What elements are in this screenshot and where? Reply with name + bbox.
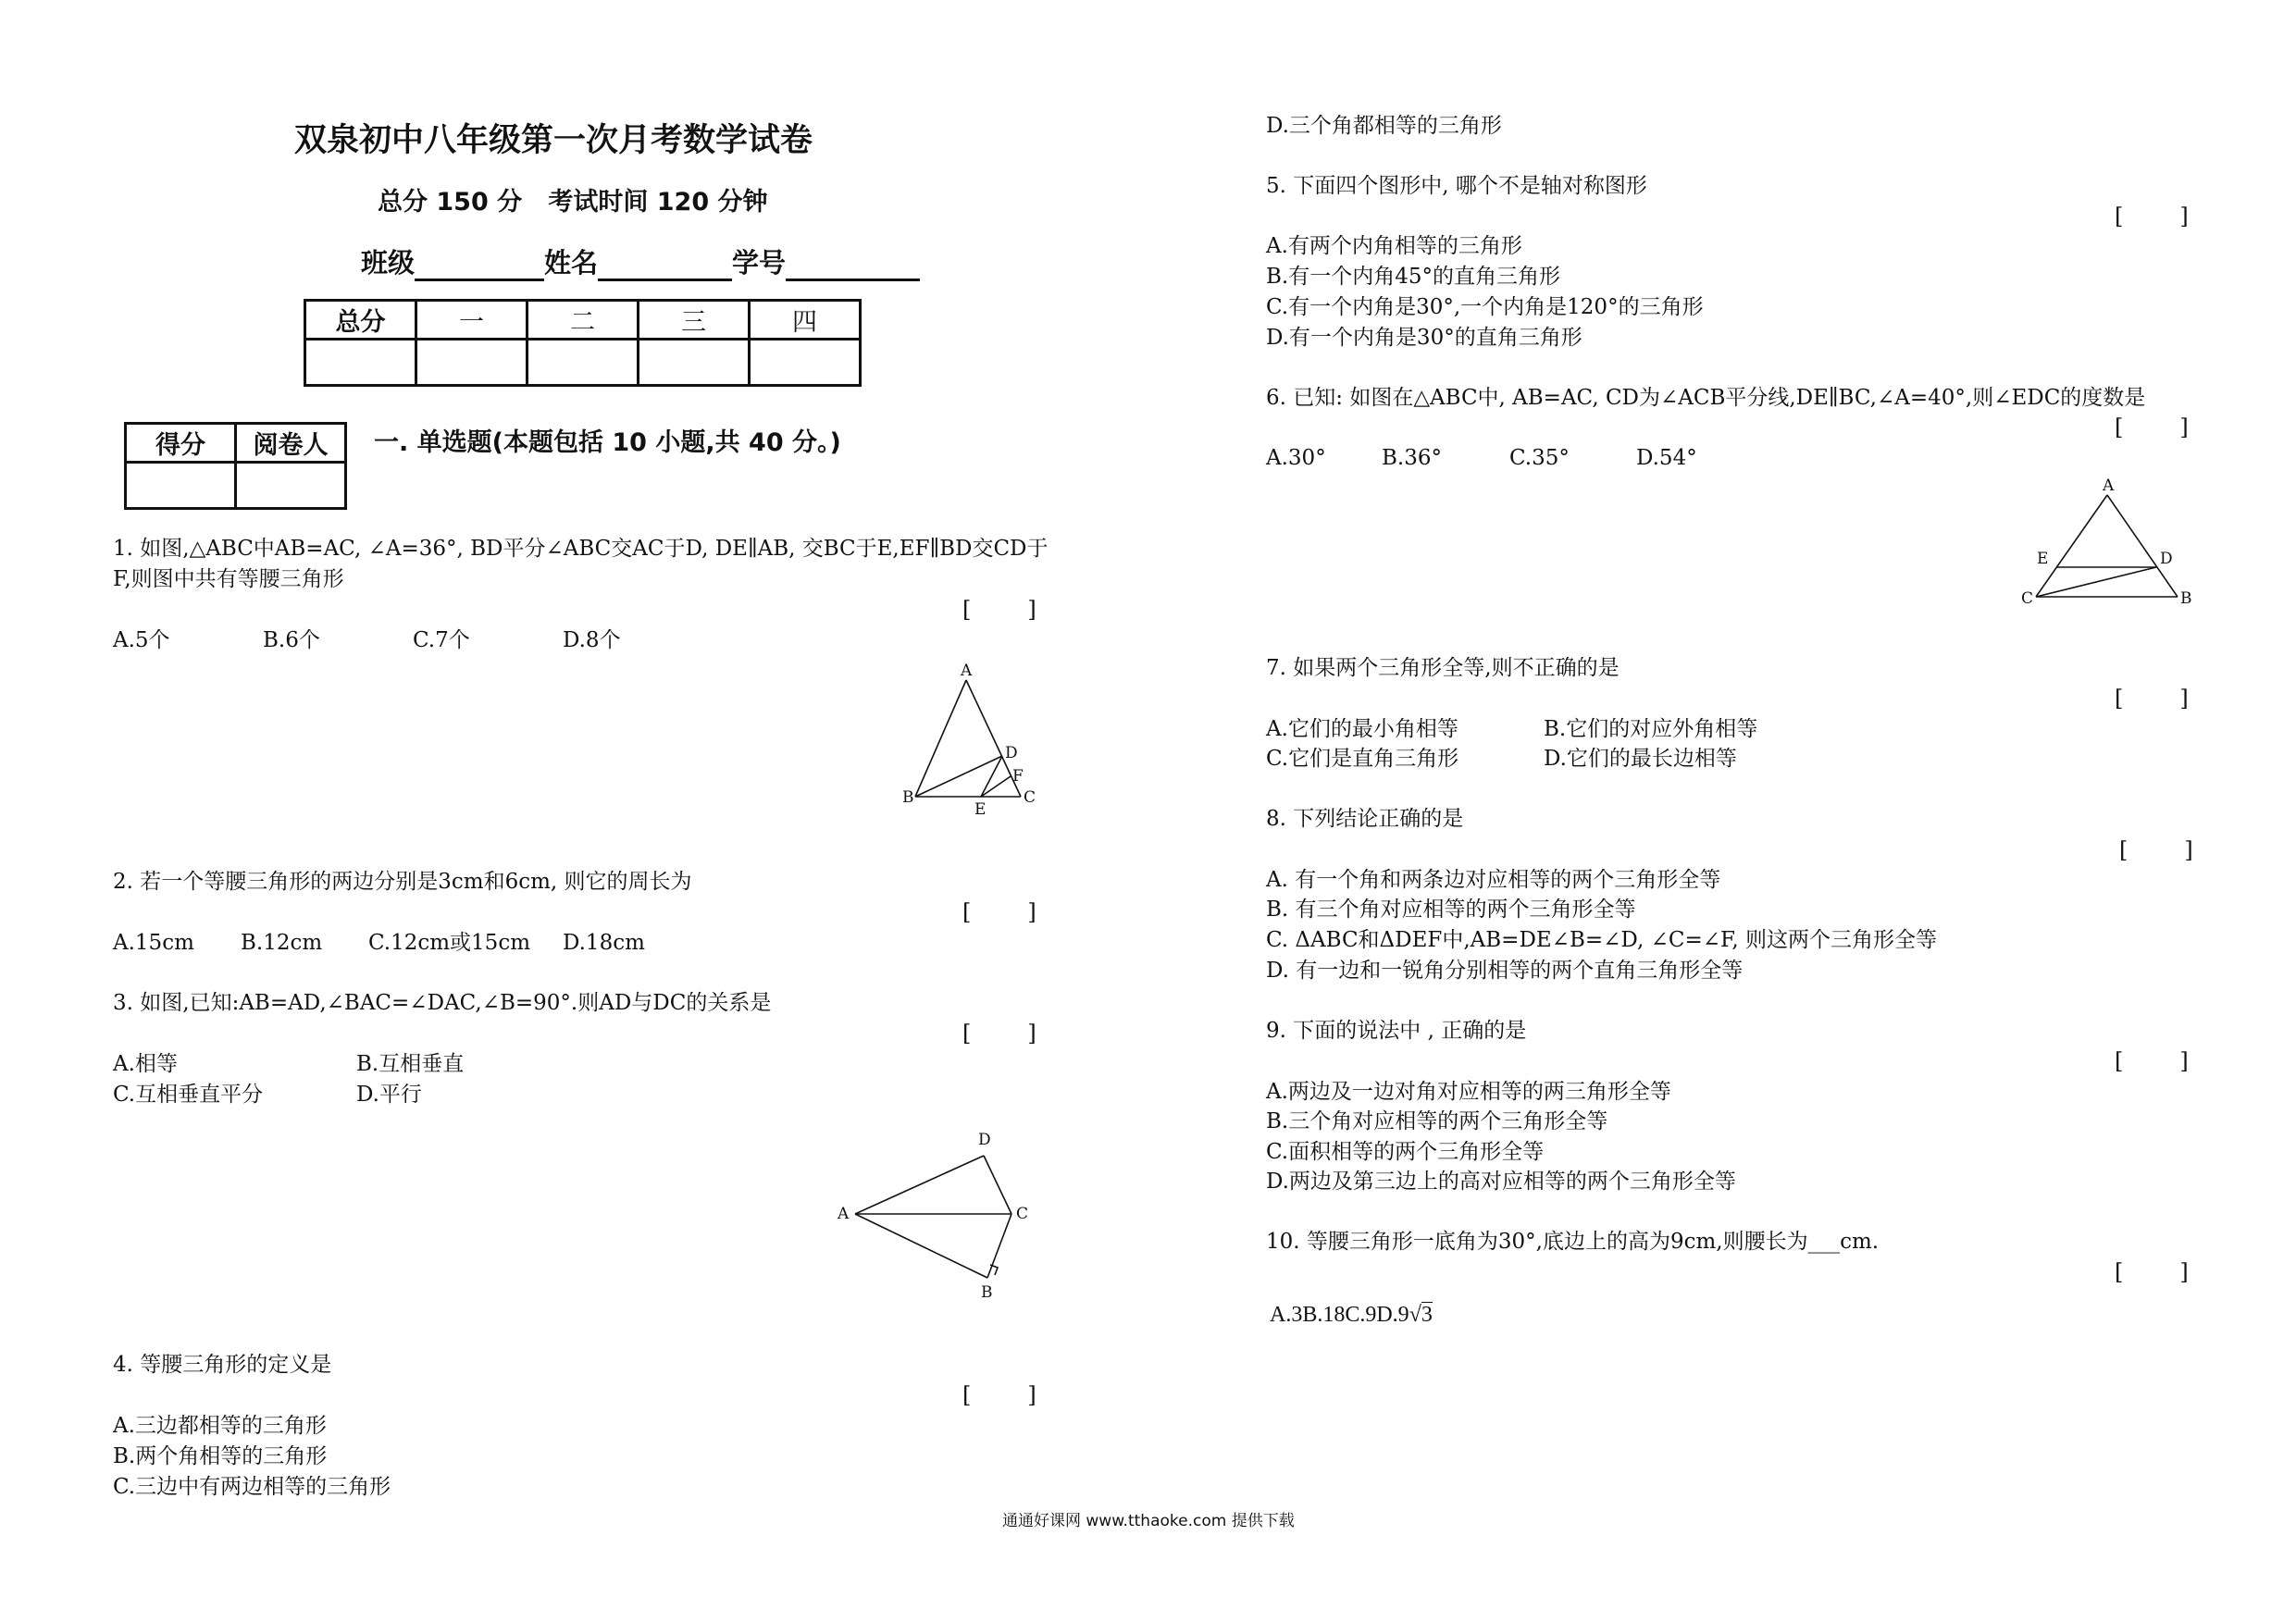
- q5-option-d: D.有一个内角是30°的直角三角形: [1266, 326, 1582, 350]
- q6-label-e: E: [2037, 550, 2049, 568]
- q8-option-c: C. ΔABC和ΔDEF中,AB=DE∠B=∠D, ∠C=∠F, 则这两个三角形全等: [1266, 928, 1938, 952]
- q7-stem: 7. 如果两个三角形全等,则不正确的是: [1266, 656, 1620, 680]
- q1-label-b: B: [902, 788, 914, 807]
- q8-option-a: A. 有一个角和两条边对应相等的两个三角形全等: [1266, 868, 1721, 892]
- q10-radical: 3: [1421, 1303, 1433, 1327]
- q6-option-d: D.54°: [1636, 446, 1697, 470]
- q6-stem: 6. 已知: 如图在△ABC中, AB=AC, CD为∠ACB平分线,DE∥BC,∠A=40°,则∠EDC的度数是: [1266, 386, 2146, 410]
- score-table: [304, 299, 862, 387]
- q6-figure: [2017, 477, 2193, 615]
- q4-option-d: D.三个角都相等的三角形: [1266, 114, 1502, 138]
- q7-option-a: A.它们的最小角相等: [1266, 717, 1458, 741]
- score-header-total: 总分: [305, 301, 416, 340]
- q5-answer-bracket[interactable]: [ ]: [2115, 204, 2189, 229]
- score-header-3: 三: [639, 301, 750, 340]
- class-field[interactable]: [415, 279, 544, 281]
- q6-option-b: B.36°: [1382, 446, 1442, 470]
- id-label: 学号: [732, 247, 787, 279]
- q3-option-b: B.互相垂直: [356, 1052, 465, 1076]
- q2-stem: 2. 若一个等腰三角形的两边分别是3cm和6cm, 则它的周长为: [113, 870, 692, 894]
- q1-label-e: E: [974, 800, 987, 819]
- score-header-2: 二: [527, 301, 639, 340]
- q1-label-d: D: [1005, 744, 1018, 762]
- q6-option-c: C.35°: [1509, 446, 1570, 470]
- score-cell-1[interactable]: [416, 340, 527, 386]
- name-field[interactable]: [598, 279, 732, 281]
- q2-option-c: C.12cm或15cm: [368, 931, 531, 955]
- q6-label-b: B: [2180, 589, 2192, 608]
- q8-option-d: D. 有一边和一锐角分别相等的两个直角三角形全等: [1266, 959, 1744, 983]
- q10-options: [1270, 1300, 1433, 1331]
- q8-option-b: B. 有三个角对应相等的两个三角形全等: [1266, 898, 1636, 922]
- q1-option-c: C.7个: [413, 628, 470, 652]
- grader-cell-grader[interactable]: [236, 463, 346, 509]
- grader-cell-score[interactable]: [126, 463, 236, 509]
- q1-stem-line2: F,则图中共有等腰三角形: [113, 567, 344, 591]
- q9-option-a: A.两边及一边对角对应相等的两三角形全等: [1266, 1080, 1671, 1104]
- q5-option-a: A.有两个内角相等的三角形: [1266, 234, 1522, 258]
- q5-stem: 5. 下面四个图形中, 哪个不是轴对称图形: [1266, 174, 1647, 198]
- q6-option-a: A.30°: [1266, 446, 1326, 470]
- q7-answer-bracket[interactable]: [ ]: [2115, 686, 2189, 712]
- q3-answer-bracket[interactable]: [ ]: [962, 1021, 1036, 1046]
- exam-subtitle: 总分 150 分 考试时间 120 分钟: [378, 188, 768, 217]
- q3-figure: [833, 1124, 1046, 1305]
- q3-option-c: C.互相垂直平分: [113, 1083, 264, 1107]
- q3-label-b: B: [981, 1283, 993, 1302]
- grader-header-score: 得分: [126, 424, 236, 463]
- q6-label-a: A: [2103, 477, 2115, 495]
- q7-option-d: D.它们的最长边相等: [1544, 747, 1737, 771]
- sqrt-icon: √: [1409, 1303, 1421, 1327]
- q9-option-b: B.三个角对应相等的两个三角形全等: [1266, 1109, 1608, 1133]
- q1-option-d: D.8个: [563, 628, 621, 652]
- class-label: 班级: [361, 247, 416, 279]
- q1-label-f: F: [1012, 767, 1024, 786]
- q2-option-b: B.12cm: [241, 931, 323, 955]
- q9-option-d: D.两边及第三边上的高对应相等的两个三角形全等: [1266, 1170, 1736, 1194]
- student-info-row: [361, 244, 920, 281]
- q1-figure: [902, 662, 1041, 823]
- q3-label-a: A: [838, 1205, 850, 1223]
- q4-option-c: C.三边中有两边相等的三角形: [113, 1475, 391, 1499]
- q9-answer-bracket[interactable]: [ ]: [2115, 1048, 2189, 1074]
- q6-label-d: D: [2160, 550, 2173, 568]
- q1-answer-bracket[interactable]: [ ]: [962, 597, 1036, 623]
- q3-label-c: C: [1016, 1205, 1029, 1223]
- q1-stem-line1: 1. 如图,△ABC中AB=AC, ∠A=36°, BD平分∠ABC交AC于D, DE∥AB, 交BC于E,EF∥BD交CD于: [113, 537, 1049, 561]
- q3-label-d: D: [978, 1131, 991, 1149]
- q1-option-b: B.6个: [263, 628, 320, 652]
- score-cell-4[interactable]: [750, 340, 861, 386]
- q3-option-a: A.相等: [113, 1052, 178, 1076]
- q1-option-a: A.5个: [113, 628, 170, 652]
- q3-stem: 3. 如图,已知:AB=AD,∠BAC=∠DAC,∠B=90°.则AD与DC的关系是: [113, 991, 772, 1015]
- q8-stem: 8. 下列结论正确的是: [1266, 807, 1464, 831]
- score-cell-total[interactable]: [305, 340, 416, 386]
- q9-option-c: C.面积相等的两个三角形全等: [1266, 1140, 1545, 1164]
- section-1-title: 一. 单选题(本题包括 10 小题,共 40 分。): [374, 428, 841, 457]
- grader-table: [124, 422, 347, 510]
- q2-answer-bracket[interactable]: [ ]: [962, 899, 1036, 925]
- score-header-1: 一: [416, 301, 527, 340]
- grader-header-grader: 阅卷人: [236, 424, 346, 463]
- q5-option-c: C.有一个内角是30°,一个内角是120°的三角形: [1266, 295, 1704, 319]
- q7-option-c: C.它们是直角三角形: [1266, 747, 1459, 771]
- q6-label-c: C: [2021, 589, 2034, 608]
- q10-stem: 10. 等腰三角形一底角为30°,底边上的高为9cm,则腰长为___cm.: [1266, 1230, 1880, 1254]
- q10-answer-bracket[interactable]: [ ]: [2115, 1259, 2189, 1285]
- q9-stem: 9. 下面的说法中 , 正确的是: [1266, 1019, 1527, 1043]
- q3-option-d: D.平行: [356, 1083, 422, 1107]
- q4-option-a: A.三边都相等的三角形: [113, 1414, 327, 1438]
- q4-option-b: B.两个角相等的三角形: [113, 1444, 328, 1468]
- q8-answer-bracket[interactable]: [ ]: [2119, 837, 2193, 863]
- score-cell-3[interactable]: [639, 340, 750, 386]
- q10-options-text: A.3B.18C.9D.9: [1270, 1303, 1409, 1327]
- q4-stem: 4. 等腰三角形的定义是: [113, 1353, 332, 1377]
- name-label: 姓名: [544, 247, 599, 279]
- q2-option-a: A.15cm: [113, 931, 194, 955]
- q6-answer-bracket[interactable]: [ ]: [2115, 415, 2189, 440]
- q4-answer-bracket[interactable]: [ ]: [962, 1382, 1036, 1408]
- id-field[interactable]: [786, 279, 920, 281]
- q1-label-a: A: [961, 662, 973, 680]
- q1-label-c: C: [1024, 788, 1036, 807]
- footer-credit: 通通好课网 www.tthaoke.com 提供下载: [1002, 1512, 1295, 1530]
- score-header-4: 四: [750, 301, 861, 340]
- q2-option-d: D.18cm: [563, 931, 645, 955]
- exam-title: 双泉初中八年级第一次月考数学试卷: [294, 122, 813, 159]
- score-cell-2[interactable]: [527, 340, 639, 386]
- q5-option-b: B.有一个内角45°的直角三角形: [1266, 265, 1560, 289]
- q7-option-b: B.它们的对应外角相等: [1544, 717, 1758, 741]
